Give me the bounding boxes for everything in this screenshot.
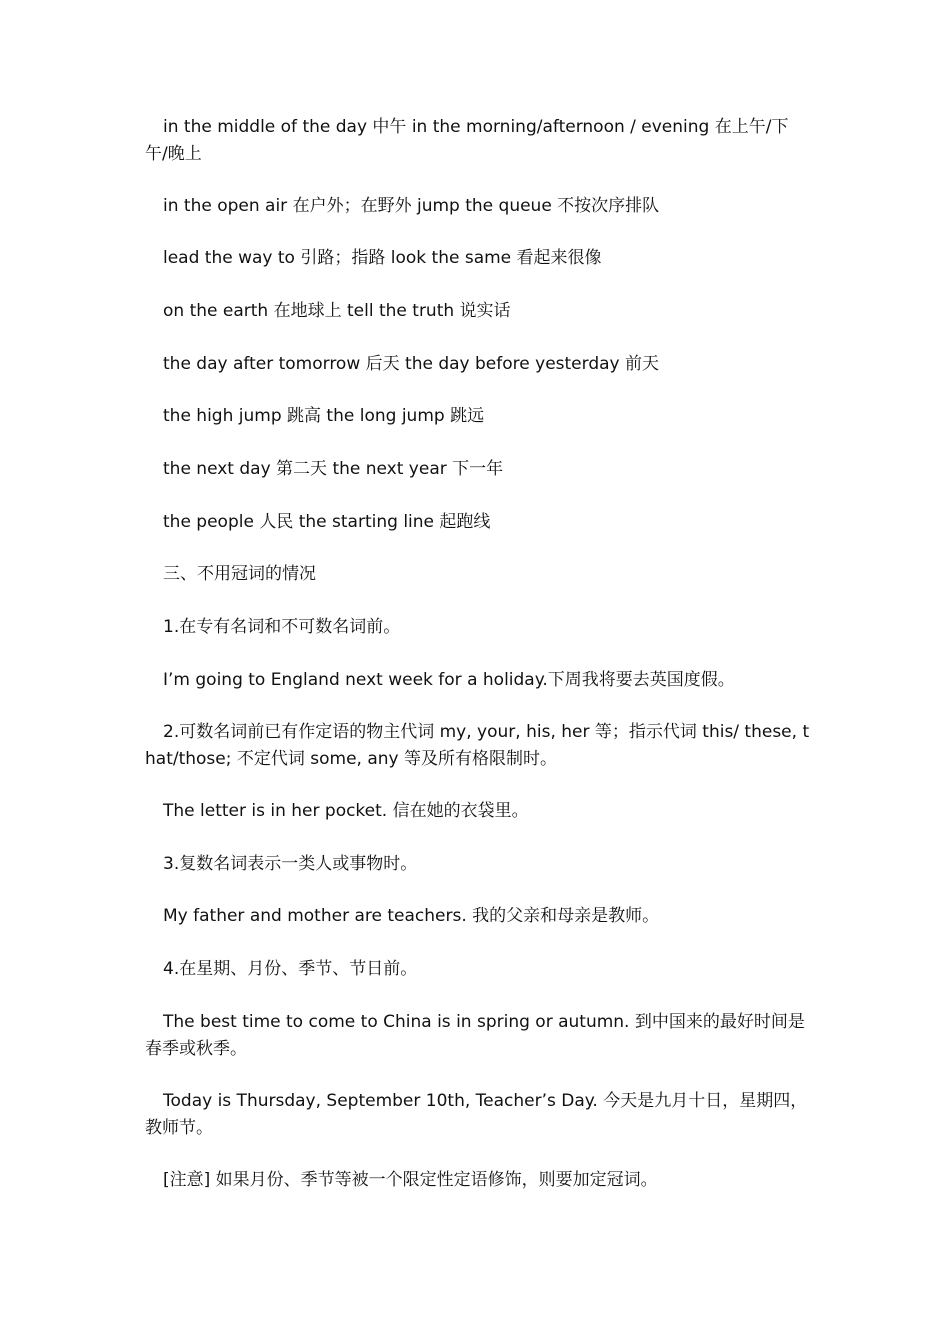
paragraph-phrase-on-the-earth: on the earth 在地球上 tell the truth 说实话 bbox=[163, 301, 511, 321]
note: [注意] 如果月份、季节等被一个限定性定语修饰，则要加定冠词。 bbox=[163, 1170, 658, 1190]
paragraph-phrase-the-people: the people 人民 the starting line 起跑线 bbox=[163, 512, 491, 532]
paragraph-phrase-middle-of-day: in the middle of the day 中午 in the morning/afternoon / evening 在上午/下午/晚上 bbox=[145, 117, 789, 164]
paragraph-phrase-lead-the-way: lead the way to 引路；指路 look the same 看起来很像 bbox=[163, 248, 602, 268]
example-4b: Today is Thursday, September 10th, Teacher’s Day. 今天是九月十日，星期四，教师节。 bbox=[145, 1091, 808, 1138]
paragraph-phrase-day-after-tomorrow: the day after tomorrow 后天 the day before yesterday 前天 bbox=[163, 354, 659, 374]
rule-2: 2.可数名词前已有作定语的物主代词 my, your, his, her 等；指示代词 this/ these, that/those; 不定代词 some, any 等及所有格限制时。 bbox=[145, 722, 810, 769]
example-4a: The best time to come to China is in spring or autumn. 到中国来的最好时间是春季或秋季。 bbox=[145, 1012, 805, 1059]
example-2: The letter is in her pocket. 信在她的衣袋里。 bbox=[163, 801, 529, 821]
example-3: My father and mother are teachers. 我的父亲和母亲是教师。 bbox=[163, 906, 660, 926]
section-heading-no-article: 三、不用冠词的情况 bbox=[163, 564, 316, 584]
paragraph-phrase-open-air: in the open air 在户外；在野外 jump the queue 不按次序排队 bbox=[163, 196, 660, 216]
rule-3: 3.复数名词表示一类人或事物时。 bbox=[163, 854, 418, 874]
example-1: I’m going to England next week for a holiday.下周我将要去英国度假。 bbox=[163, 670, 735, 690]
rule-4: 4.在星期、月份、季节、节日前。 bbox=[163, 959, 418, 979]
rule-1: 1.在专有名词和不可数名词前。 bbox=[163, 617, 401, 637]
paragraph-phrase-high-jump: the high jump 跳高 the long jump 跳远 bbox=[163, 406, 485, 426]
paragraph-phrase-next-day: the next day 第二天 the next year 下一年 bbox=[163, 459, 504, 479]
